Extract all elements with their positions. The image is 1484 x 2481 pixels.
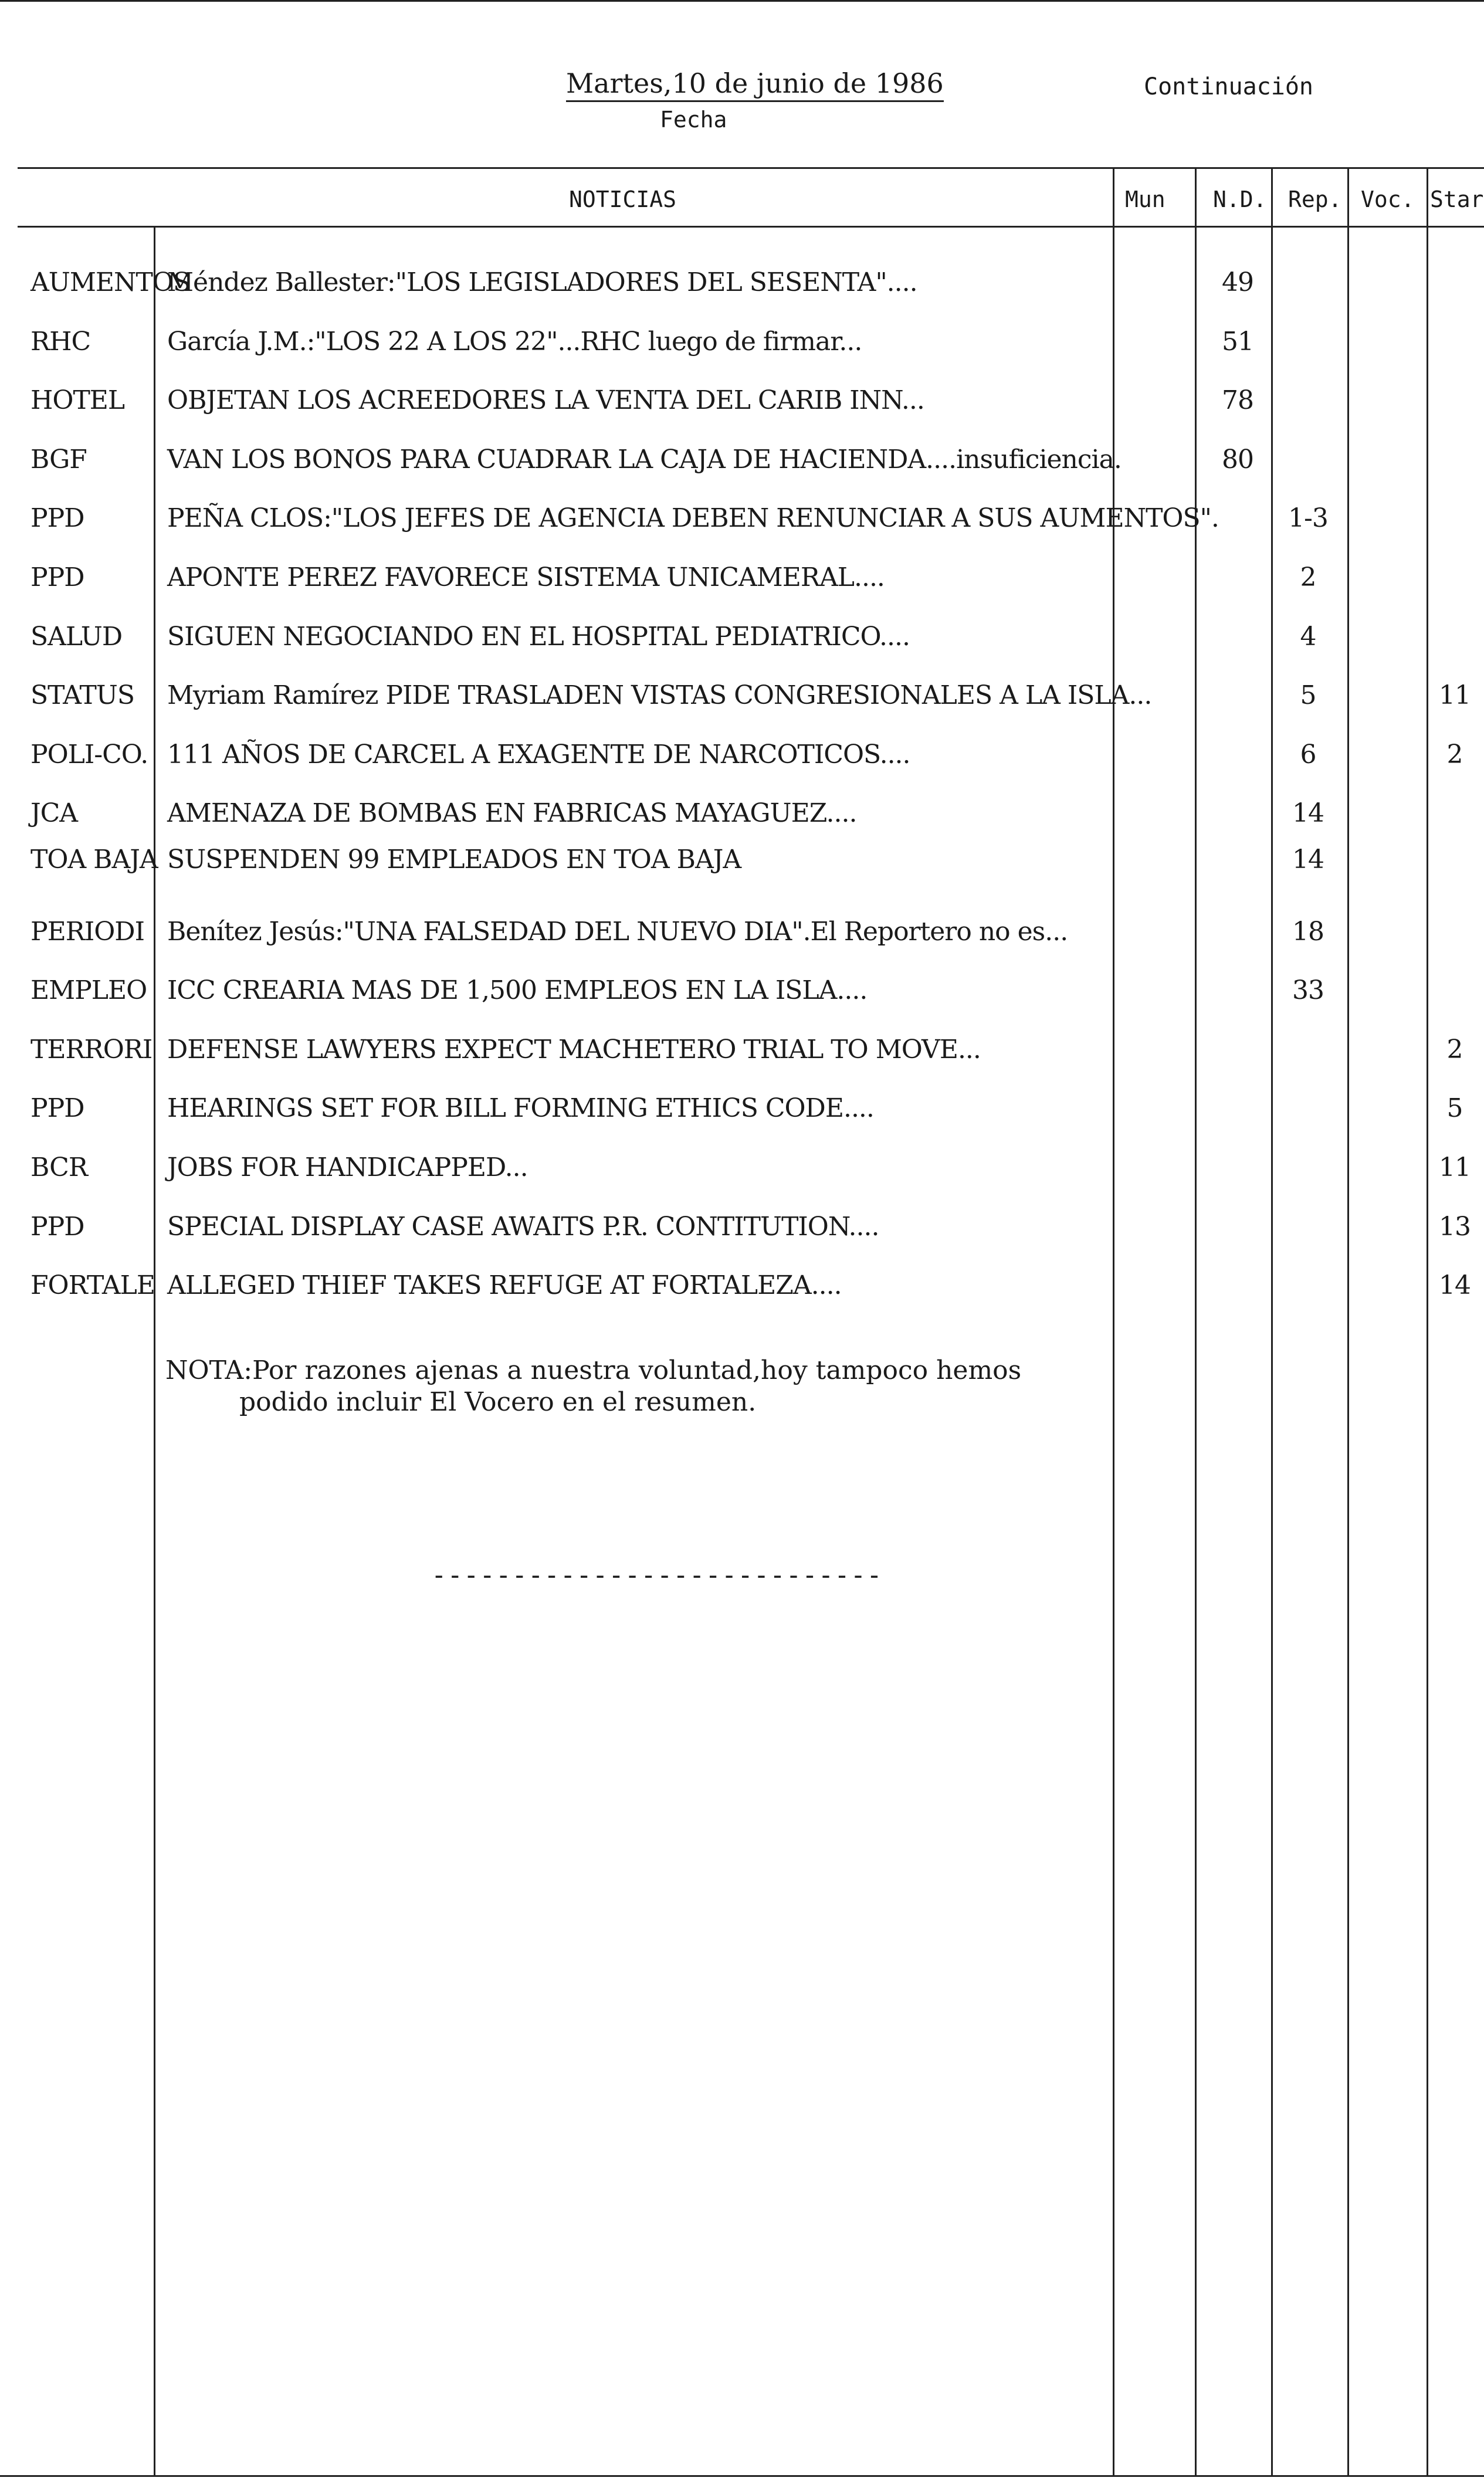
row-category: BCR [31, 1153, 87, 1182]
row-title: ALLEGED THIEF TAKES REFUGE AT FORTALEZA.... [167, 1270, 842, 1300]
row-category: EMPLEO [31, 975, 147, 1005]
row-title: SPECIAL DISPLAY CASE AWAITS P.R. CONTITUTION.... [167, 1212, 879, 1242]
column-header-nd: N.D. [1213, 187, 1267, 212]
table-row [0, 383, 1484, 430]
date-label: Fecha [660, 107, 727, 133]
row-star-page: 5 [1446, 1093, 1463, 1123]
row-star-page: 11 [1439, 680, 1471, 710]
row-rep-page: 33 [1292, 975, 1324, 1005]
row-title: PEÑA CLOS:"LOS JEFES DE AGENCIA DEBEN RENUNCIAR A SUS AUMENTOS". [167, 503, 1219, 533]
table-row [0, 1091, 1484, 1138]
continuation-label: Continuación [1144, 73, 1313, 100]
table-row [0, 737, 1484, 784]
row-star-page: 2 [1446, 1035, 1463, 1065]
row-title: OBJETAN LOS ACREEDORES LA VENTA DEL CARIB INN... [167, 385, 924, 415]
row-nd-page: 80 [1222, 445, 1253, 474]
row-nd-page: 51 [1222, 327, 1253, 357]
note-line-2: podido incluir El Vocero en el resumen. [239, 1387, 757, 1417]
table-row [0, 1032, 1484, 1079]
top-border [0, 0, 1484, 2]
row-category: HOTEL [31, 385, 125, 415]
row-category: PPD [31, 1093, 84, 1123]
row-category: PERIODI [31, 917, 144, 947]
column-header-noticias: NOTICIAS [569, 187, 677, 212]
row-nd-page: 78 [1222, 385, 1253, 415]
row-category: BGF [31, 445, 87, 474]
row-category: RHC [31, 327, 91, 357]
row-category: STATUS [31, 680, 135, 710]
table-row [0, 973, 1484, 1020]
table-row [0, 1268, 1484, 1315]
table-row [0, 1150, 1484, 1197]
row-star-page: 14 [1439, 1270, 1471, 1300]
column-header-mun: Mun [1125, 187, 1165, 212]
row-category: PPD [31, 1212, 84, 1242]
row-rep-page: 14 [1292, 845, 1324, 875]
row-title: Méndez Ballester:"LOS LEGISLADORES DEL SESENTA".... [167, 267, 917, 297]
row-category: TOA BAJA [31, 845, 158, 875]
row-title: SIGUEN NEGOCIANDO EN EL HOSPITAL PEDIATRICO.... [167, 622, 910, 652]
row-category: SALUD [31, 622, 123, 652]
closing-separator: ---------------------------- [431, 1560, 883, 1590]
row-category: TERRORI [31, 1035, 153, 1065]
row-category: PPD [31, 503, 84, 533]
row-rep-page: 2 [1300, 562, 1316, 592]
row-title: ICC CREARIA MAS DE 1,500 EMPLEOS EN LA ISLA.... [167, 975, 868, 1005]
row-nd-page: 49 [1222, 267, 1253, 297]
table-row [0, 442, 1484, 489]
row-rep-page: 18 [1292, 917, 1324, 947]
row-title: SUSPENDEN 99 EMPLEADOS EN TOA BAJA [167, 845, 741, 875]
column-header-voc: Voc. [1361, 187, 1415, 212]
row-title: APONTE PEREZ FAVORECE SISTEMA UNICAMERAL.... [167, 562, 885, 592]
table-row [0, 619, 1484, 666]
editorial-note [165, 1355, 1021, 1418]
row-title: Myriam Ramírez PIDE TRASLADEN VISTAS CONGRESIONALES A LA ISLA... [167, 680, 1152, 710]
row-title: Benítez Jesús:"UNA FALSEDAD DEL NUEVO DIA".El Reportero no es... [167, 917, 1068, 947]
note-line-1: NOTA:Por razones ajenas a nuestra voluntad,hoy tampoco hemos [165, 1355, 1022, 1385]
table-bottom-rule [0, 2475, 1484, 2477]
table-row [0, 501, 1484, 548]
row-category: POLI-CO. [31, 740, 148, 770]
column-header-rep: Rep. [1288, 187, 1342, 212]
row-star-page: 11 [1439, 1153, 1471, 1182]
column-header-star: Star [1430, 187, 1484, 212]
row-rep-page: 14 [1292, 798, 1324, 828]
row-title: 111 AÑOS DE CARCEL A EXAGENTE DE NARCOTICOS.... [167, 740, 910, 770]
table-header-rule [18, 226, 1484, 228]
row-title: VAN LOS BONOS PARA CUADRAR LA CAJA DE HACIENDA....insuficiencia. [167, 445, 1122, 474]
row-star-page: 2 [1446, 740, 1463, 770]
row-title: DEFENSE LAWYERS EXPECT MACHETERO TRIAL TO MOVE... [167, 1035, 981, 1065]
row-category: FORTALE [31, 1270, 155, 1300]
row-title: JOBS FOR HANDICAPPED... [167, 1153, 528, 1182]
row-category: AUMENTOS [31, 267, 191, 297]
row-title: AMENAZA DE BOMBAS EN FABRICAS MAYAGUEZ.... [167, 798, 857, 828]
row-title: HEARINGS SET FOR BILL FORMING ETHICS CODE.... [167, 1093, 874, 1123]
report-date: Martes,10 de junio de 1986 [566, 67, 944, 102]
row-category: PPD [31, 562, 84, 592]
row-rep-page: 4 [1300, 622, 1316, 652]
row-rep-page: 6 [1300, 740, 1316, 770]
table-row [0, 560, 1484, 607]
table-row [0, 796, 1484, 843]
table-row [0, 678, 1484, 725]
table-row [0, 914, 1484, 961]
table-row [0, 265, 1484, 312]
row-category: JCA [31, 798, 78, 828]
row-rep-page: 1-3 [1288, 503, 1328, 533]
row-title: García J.M.:"LOS 22 A LOS 22"...RHC luego de firmar... [167, 327, 862, 357]
table-row [0, 324, 1484, 371]
row-rep-page: 5 [1300, 680, 1316, 710]
table-top-rule [18, 167, 1484, 169]
table-row [0, 842, 1484, 889]
table-row [0, 1209, 1484, 1256]
row-star-page: 13 [1439, 1212, 1471, 1242]
